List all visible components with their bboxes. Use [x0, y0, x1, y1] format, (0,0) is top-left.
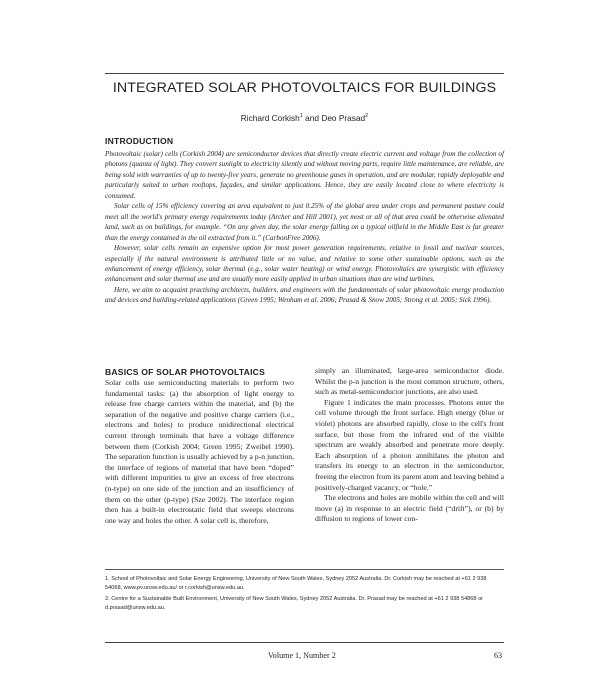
footnote-rule	[105, 569, 504, 570]
footnote: 2. Centre for a Sustainable Built Environment, University of New South Wales, Sydney 2052 Australia. Dr. Prasad may be reached at +61 2 938 54868 or d.prasad@unsw.edu.au.	[105, 596, 484, 612]
body-paragraph: Solar cells use semiconducting materials to perform two fundamental tasks: (a) the absorption of light energy to release free charge carriers within the material, and (b) the separation of the negative and positive charge carriers (i.e., electrons and holes) to produce unidirectional electrical current through terminals that have a voltage difference between them (Corkish 2004; Green 1995; Zweibel 1990). The separation function is usually achieved by a p-n junction, the interface of regions of material that have been “doped” with different impurities to give an excess of free electrons (n-type) on one side of the junction and an insufficiency of them on the other (p-type) (Sze 2002). The interface region then has a built-in electrostatic field that sweeps electrons one way and holes the other. A solar cell is, therefore,	[105, 378, 294, 525]
author-prasad: Deo Prasad	[321, 113, 366, 123]
intro-paragraph: Photovoltaic (solar) cells (Corkish 2004) are semiconductor devices that directly create electric current and voltage from the collection of photons (quanta of light). They convert sunlight to electricity silently and without moving parts, require little maintenance, are reliable, are being sold with warranties of up to twenty-five years, generate no greenhouse gases in operation, and are modular, rapidly deployable and particularly suited to urban rooftops, façades, and similar applications. Hence, they are easily located close to where electricity is consumed.	[105, 150, 504, 200]
basics-heading: BASICS OF SOLAR PHOTOVOLTAICS	[105, 367, 266, 377]
body-paragraph: The electrons and holes are mobile within the cell and will move (a) in response to an electric field (“drift”), or (b) by diffusion to regions of lower con-	[315, 493, 504, 524]
author-line	[105, 113, 504, 123]
footnotes	[105, 575, 504, 616]
body-paragraph: Figure 1 indicates the main processes. Photons enter the cell volume through the front surface. High energy (blue or violet) photons are absorbed rapidly, close to the cell's front surface, but those from the infrared end of the visible spectrum are weakly absorbed and penetrate more deeply. Each absorption of a photon annihilates the photon and transfers its energy to an electron in the semiconductor, freeing the electron from its parent atom and leaving behind a positively-charged vacancy, or “hole.”	[315, 397, 504, 492]
intro-paragraph: However, solar cells remain an expensive option for most power generation requirements, relative to fossil and nuclear sources, especially if the natural environment is attributed little or no value, and relative to some other sustainable options, such as the enhancement of energy efficiency, solar thermal (e.g., solar water heating) or wind energy. Photovoltaics are synergistic with efficiency enhancement and solar thermal use and are usually more easily applied in urban situations than are wind turbines.	[105, 244, 504, 284]
introduction-body	[105, 149, 504, 306]
page-number: 63	[494, 651, 503, 660]
intro-paragraph: Solar cells of 15% efficiency covering an area equivalent to just 0.25% of the global area under crops and permanent pasture could meet all the world's primary energy requirements today (Archer and Hill 2001), yet most or all of that area could be otherwise alienated land, such as on buildings, for example. “On any given day, the solar energy falling on a typical oilfield in the Middle East is far greater than the energy contained in the oil extracted from it.” (CarbonFree 2006).	[105, 202, 504, 242]
body-paragraph: simply an illuminated, large-area semiconductor diode. Whilst the p-n junction is the most common structure, others, such as metal-semiconductor junctions, are also used.	[315, 366, 504, 397]
article-title: INTEGRATED SOLAR PHOTOVOLTAICS FOR BUILDINGS	[112, 80, 497, 96]
journal-volume: Volume 1, Number 2	[268, 651, 336, 660]
author-connector: and	[302, 113, 322, 123]
left-column	[105, 378, 294, 526]
top-rule	[105, 73, 504, 74]
right-column	[315, 366, 504, 525]
intro-paragraph: Here, we aim to acquaint practising architects, builders, and engineers with the fundamentals of solar photovoltaic energy production and devices and building-related applications (Green 1995; Wenham et al. 2006; Prasad & Snow 2005; Strong et al. 2005; Sick 1996).	[105, 285, 504, 305]
author-1-footnote-mark: 1	[299, 113, 303, 120]
introduction-heading: INTRODUCTION	[105, 136, 174, 146]
author-2-footnote-mark: 2	[365, 113, 369, 120]
footer-rule	[105, 642, 504, 643]
footnote: 1. School of Photovoltaic and Solar Energy Engineering, University of New South Wales, Sydney 2052 Australia. Dr. Corkish may be reached at +61 2 938 54068, www.pv.unsw.edu.au/ or r.corkish@unsw.edu.au.	[105, 576, 487, 591]
author-corkish: Richard Corkish	[240, 113, 300, 123]
